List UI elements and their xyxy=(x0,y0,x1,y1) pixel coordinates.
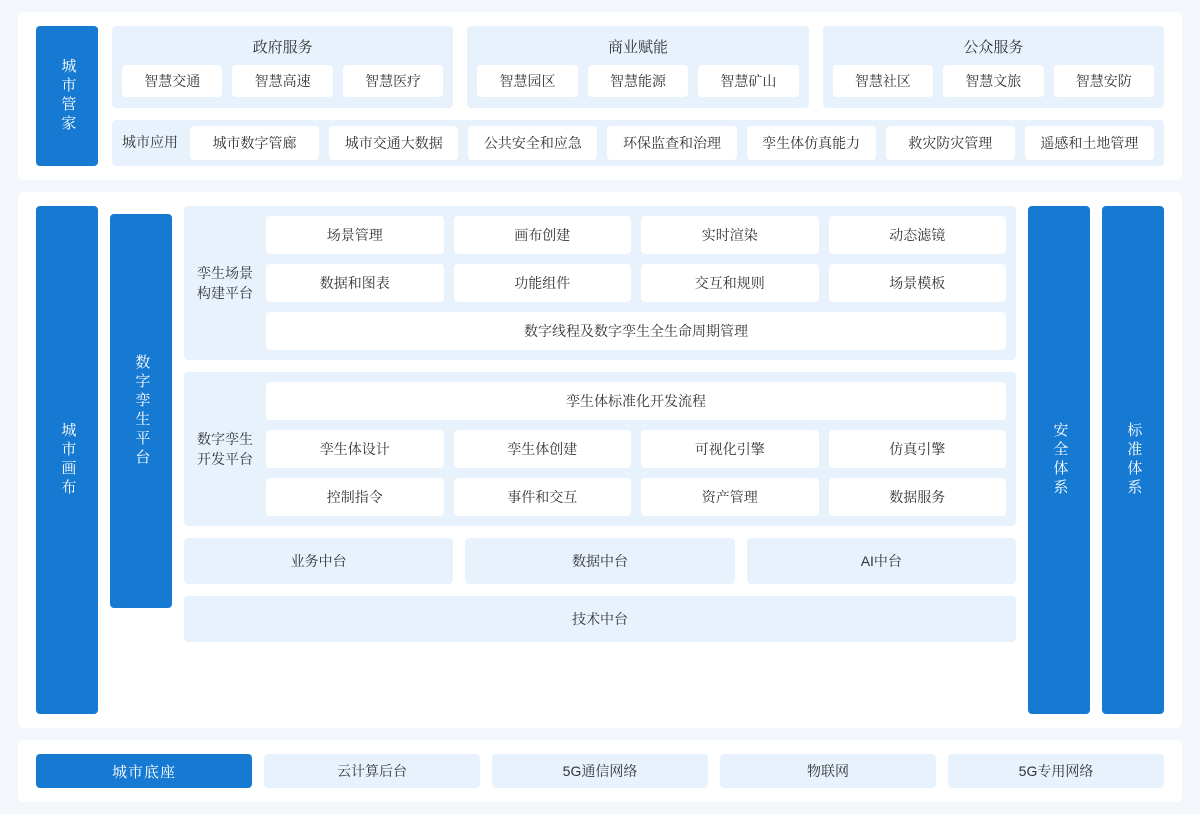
scene-platform-item[interactable]: 功能组件 xyxy=(454,264,632,302)
group-items-government xyxy=(122,65,443,98)
city-application-item[interactable]: 城市交通大数据 xyxy=(329,126,458,160)
scene-platform-item[interactable]: 实时渲染 xyxy=(641,216,819,254)
scene-platform-item[interactable]: 交互和规则 xyxy=(641,264,819,302)
standard-system-label xyxy=(1102,206,1164,714)
city-application-item[interactable]: 孪生体仿真能力 xyxy=(747,126,876,160)
section-foundation xyxy=(18,740,1182,802)
group-items-business xyxy=(477,65,798,98)
dev-platform-item[interactable]: 资产管理 xyxy=(641,478,819,516)
dev-platform-label: 数字孪生开发平台 xyxy=(197,430,253,467)
city-steward-content xyxy=(112,26,1164,166)
dev-platform-process-item[interactable]: 孪生体标准化开发流程 xyxy=(266,382,1006,420)
city-canvas-label xyxy=(36,206,98,714)
middle-platforms-row xyxy=(184,538,1016,584)
twin-development-platform xyxy=(184,372,1016,526)
digital-twin-main xyxy=(184,206,1016,714)
scene-platform-item[interactable]: 动态滤镜 xyxy=(829,216,1007,254)
foundation-item[interactable]: 云计算后台 xyxy=(264,754,480,788)
group-item[interactable]: 智慧文旅 xyxy=(943,65,1043,97)
city-steward-side-label-text: 城市管家 xyxy=(59,58,77,134)
city-applications-row xyxy=(112,120,1164,166)
scene-platform-item[interactable]: 场景管理 xyxy=(266,216,444,254)
dev-platform-item[interactable]: 孪生体创建 xyxy=(454,430,632,468)
city-canvas-label-text: 城市画布 xyxy=(59,422,77,498)
section-digital-twin xyxy=(18,192,1182,728)
digital-twin-platform-label xyxy=(110,214,172,608)
dev-platform-item[interactable]: 孪生体设计 xyxy=(266,430,444,468)
foundation-item[interactable]: 5G通信网络 xyxy=(492,754,708,788)
city-application-item[interactable]: 环保监查和治理 xyxy=(607,126,736,160)
security-system-label-text: 安全体系 xyxy=(1051,422,1069,498)
group-item[interactable]: 智慧社区 xyxy=(833,65,933,97)
scene-platform-body xyxy=(266,216,1006,350)
standard-system-label-text: 标准体系 xyxy=(1125,422,1143,498)
scene-platform-row-2 xyxy=(266,264,1006,302)
city-steward-side-label xyxy=(36,26,98,166)
service-group-public xyxy=(823,26,1164,108)
tech-platform-item[interactable]: 技术中台 xyxy=(184,596,1016,642)
digital-twin-platform-label-text: 数字孪生平台 xyxy=(133,354,151,468)
section-city-steward xyxy=(18,12,1182,180)
group-item[interactable]: 智慧矿山 xyxy=(698,65,798,97)
group-item[interactable]: 智慧高速 xyxy=(232,65,332,97)
dev-platform-row-2 xyxy=(266,478,1006,516)
dev-platform-body xyxy=(266,382,1006,516)
dev-platform-item[interactable]: 仿真引擎 xyxy=(829,430,1007,468)
group-item[interactable]: 智慧医疗 xyxy=(343,65,443,97)
city-applications-label: 城市应用 xyxy=(122,134,178,151)
group-item[interactable]: 智慧园区 xyxy=(477,65,577,97)
dev-platform-item[interactable]: 事件和交互 xyxy=(454,478,632,516)
middle-platform-item[interactable]: 数据中台 xyxy=(465,538,734,584)
scene-platform-item[interactable]: 画布创建 xyxy=(454,216,632,254)
middle-platform-item[interactable]: 业务中台 xyxy=(184,538,453,584)
scene-platform-label: 孪生场景构建平台 xyxy=(197,264,253,301)
group-title-government: 政府服务 xyxy=(252,39,313,56)
group-title-business: 商业赋能 xyxy=(607,39,668,56)
scene-platform-item[interactable]: 场景模板 xyxy=(829,264,1007,302)
security-system-label xyxy=(1028,206,1090,714)
service-group-business xyxy=(467,26,808,108)
dev-platform-item[interactable]: 数据服务 xyxy=(829,478,1007,516)
city-applications-items xyxy=(190,126,1154,160)
scene-platform-item[interactable]: 数据和图表 xyxy=(266,264,444,302)
city-application-item[interactable]: 遥感和土地管理 xyxy=(1025,126,1154,160)
digital-thread-lifecycle-item[interactable]: 数字线程及数字孪生全生命周期管理 xyxy=(266,312,1006,350)
dev-platform-item[interactable]: 可视化引擎 xyxy=(641,430,819,468)
group-title-public: 公众服务 xyxy=(963,39,1024,56)
city-application-item[interactable]: 公共安全和应急 xyxy=(468,126,597,160)
foundation-item[interactable]: 5G专用网络 xyxy=(948,754,1164,788)
group-item[interactable]: 智慧交通 xyxy=(122,65,222,97)
dev-platform-row-1 xyxy=(266,430,1006,468)
foundation-item-city-base[interactable]: 城市底座 xyxy=(36,754,252,788)
middle-platform-item[interactable]: AI中台 xyxy=(747,538,1016,584)
scene-platform-row-1 xyxy=(266,216,1006,254)
dev-platform-item[interactable]: 控制指令 xyxy=(266,478,444,516)
service-groups-row xyxy=(112,26,1164,108)
city-application-item[interactable]: 救灾防灾管理 xyxy=(886,126,1015,160)
scene-construction-platform xyxy=(184,206,1016,360)
group-item[interactable]: 智慧能源 xyxy=(588,65,688,97)
foundation-item[interactable]: 物联网 xyxy=(720,754,936,788)
service-group-government xyxy=(112,26,453,108)
city-application-item[interactable]: 城市数字管廊 xyxy=(190,126,319,160)
group-item[interactable]: 智慧安防 xyxy=(1054,65,1154,97)
group-items-public xyxy=(833,65,1154,98)
